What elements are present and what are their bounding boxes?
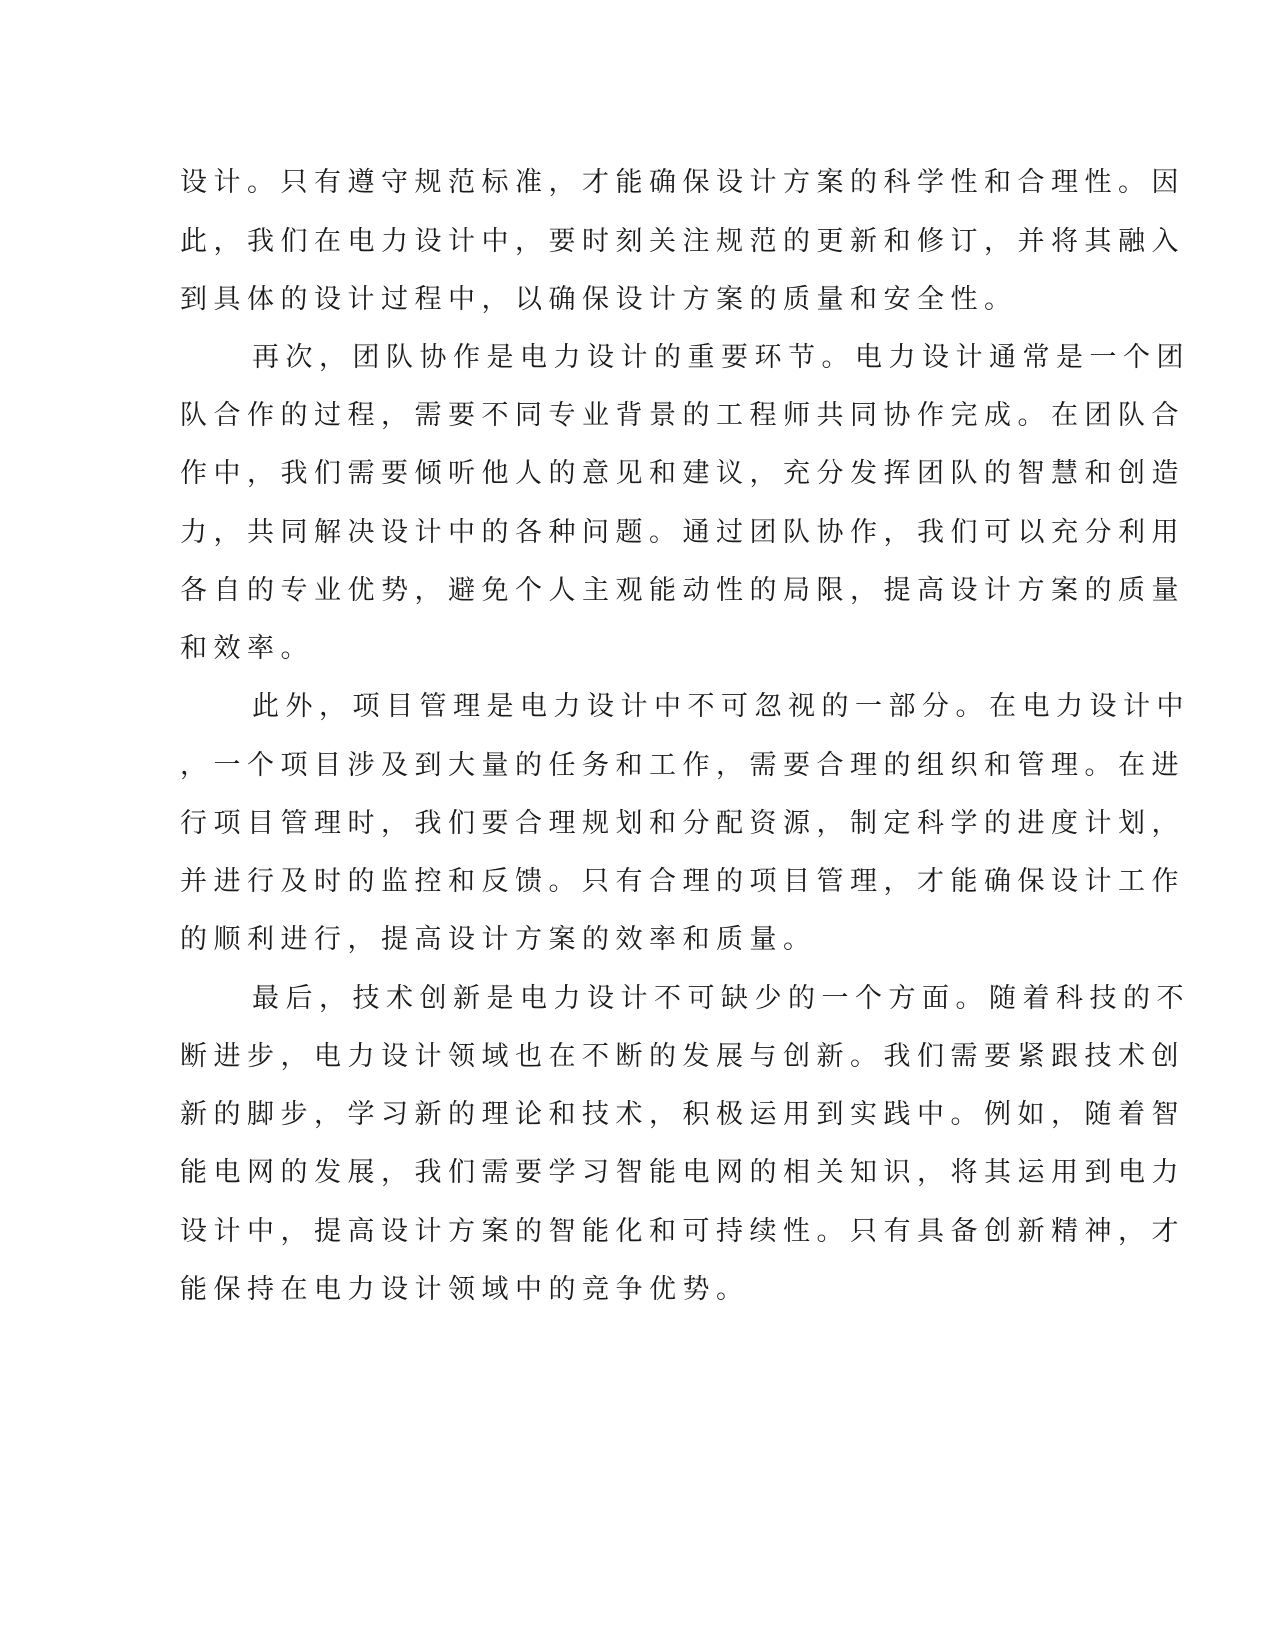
paragraph-3-line-3: 行项目管理时，我们要合理规划和分配资源，制定科学的进度计划， — [180, 808, 1185, 839]
paragraph-3-line-2: ，一个项目涉及到大量的任务和工作，需要合理的组织和管理。在进 — [180, 750, 1185, 781]
paragraph-3-line-1: 此外，项目管理是电力设计中不可忽视的一部分。在电力设计中 — [252, 691, 1190, 722]
paragraph-4-line-1: 最后，技术创新是电力设计不可缺少的一个方面。随着科技的不 — [252, 983, 1190, 1014]
paragraph-4-line-2: 断进步，电力设计领域也在不断的发展与创新。我们需要紧跟技术创 — [180, 1041, 1185, 1072]
paragraph-4-line-6: 能保持在电力设计领域中的竞争优势。 — [180, 1274, 750, 1305]
paragraph-2-line-5: 各自的专业优势，避免个人主观能动性的局限，提高设计方案的质量 — [180, 575, 1185, 606]
paragraph-3-line-4: 并进行及时的监控和反馈。只有合理的项目管理，才能确保设计工作 — [180, 866, 1185, 897]
paragraph-2-line-3: 作中，我们需要倾听他人的意见和建议，充分发挥团队的智慧和创造 — [180, 458, 1185, 489]
paragraph-4-line-4: 能电网的发展，我们需要学习智能电网的相关知识，将其运用到电力 — [180, 1157, 1185, 1188]
paragraph-3-line-5: 的顺利进行，提高设计方案的效率和质量。 — [180, 924, 817, 955]
paragraph-2-line-6: 和效率。 — [180, 633, 314, 664]
paragraph-4-line-5: 设计中，提高设计方案的智能化和可持续性。只有具备创新精神，才 — [180, 1216, 1185, 1247]
paragraph-1-line-2: 此，我们在电力设计中，要时刻关注规范的更新和修订，并将其融入 — [180, 226, 1185, 257]
paragraph-2-line-1: 再次，团队协作是电力设计的重要环节。电力设计通常是一个团 — [252, 342, 1190, 373]
paragraph-1-line-3: 到具体的设计过程中，以确保设计方案的质量和安全性。 — [180, 284, 1018, 315]
paragraph-1-line-1: 设计。只有遵守规范标准，才能确保设计方案的科学性和合理性。因 — [180, 167, 1185, 198]
paragraph-4-line-3: 新的脚步，学习新的理论和技术，积极运用到实践中。例如，随着智 — [180, 1099, 1185, 1130]
paragraph-2-line-4: 力，共同解决设计中的各种问题。通过团队协作，我们可以充分利用 — [180, 517, 1185, 548]
paragraph-2-line-2: 队合作的过程，需要不同专业背景的工程师共同协作完成。在团队合 — [180, 400, 1185, 431]
